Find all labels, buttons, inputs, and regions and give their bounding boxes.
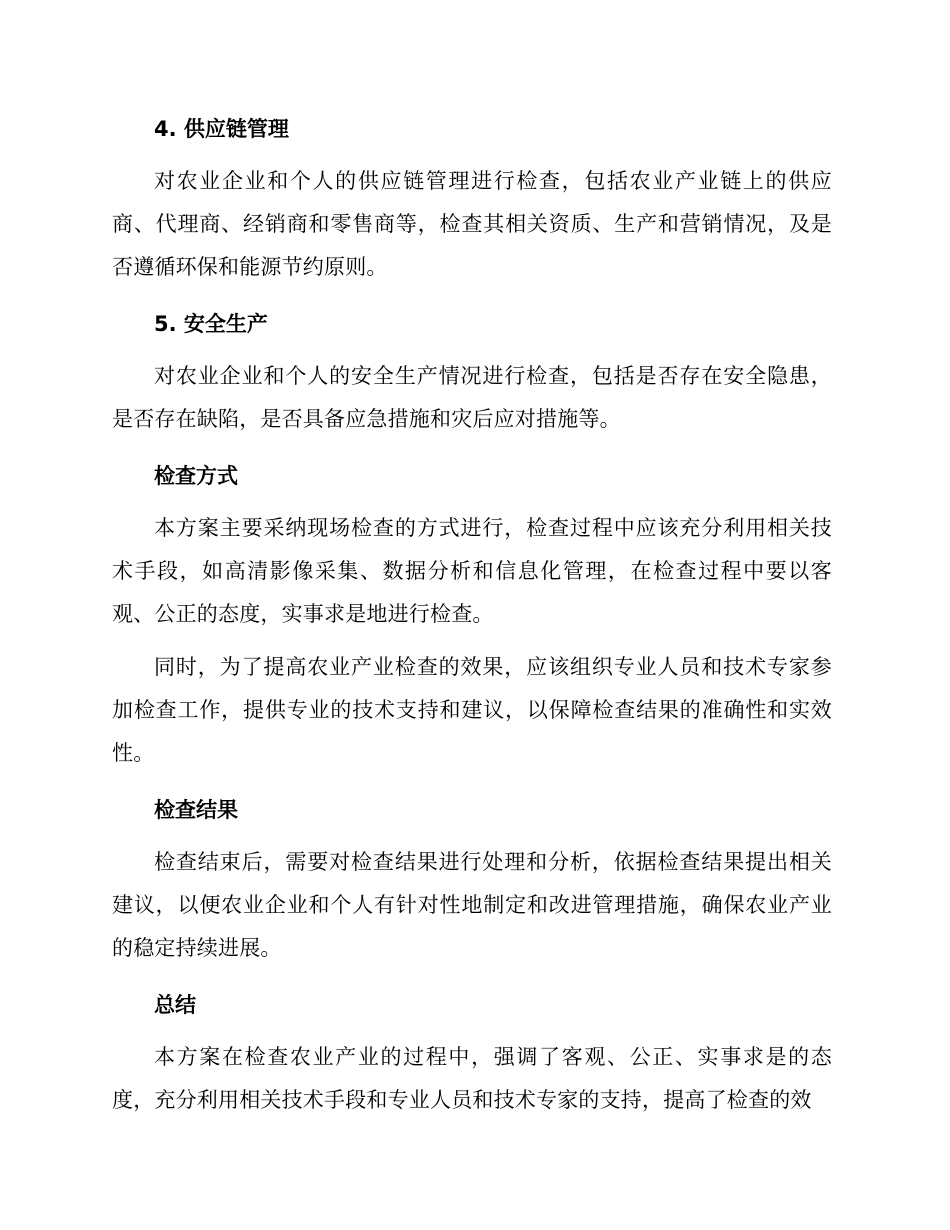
section-paragraph: 检查结束后，需要对检查结果进行处理和分析，依据检查结果提出相关建议，以便农业企业和个人有针对性地制定和改进管理措施，确保农业产业的稳定持续进展。	[112, 850, 832, 960]
section-heading-inspection-result: 检查结果	[154, 798, 238, 822]
section-heading-supply-chain: 4. 供应链管理	[154, 117, 289, 141]
section-heading-inspection-method: 检查方式	[154, 464, 238, 488]
section-paragraph: 本方案在检查农业产业的过程中，强调了客观、公正、实事求是的态度，充分利用相关技术手段和专业人员和技术专家的支持，提高了检查的效	[112, 1045, 832, 1112]
section-paragraph: 对农业企业和个人的安全生产情况进行检查，包括是否存在安全隐患，是否存在缺陷，是否具备应急措施和灾后应对措施等。	[112, 364, 832, 431]
section-paragraph: 同时，为了提高农业产业检查的效果，应该组织专业人员和技术专家参加检查工作，提供专业的技术支持和建议，以保障检查结果的准确性和实效性。	[112, 655, 832, 765]
section-heading-safety: 5. 安全生产	[154, 312, 268, 336]
section-paragraph: 对农业企业和个人的供应链管理进行检查，包括农业产业链上的供应商、代理商、经销商和零售商等，检查其相关资质、生产和营销情况，及是否遵循环保和能源节约原则。	[112, 169, 832, 279]
section-heading-summary: 总结	[154, 993, 196, 1017]
document-page	[112, 100, 832, 1132]
section-paragraph: 本方案主要采纳现场检查的方式进行，检查过程中应该充分利用相关技术手段，如高清影像采集、数据分析和信息化管理，在检查过程中要以客观、公正的态度，实事求是地进行检查。	[112, 516, 832, 626]
